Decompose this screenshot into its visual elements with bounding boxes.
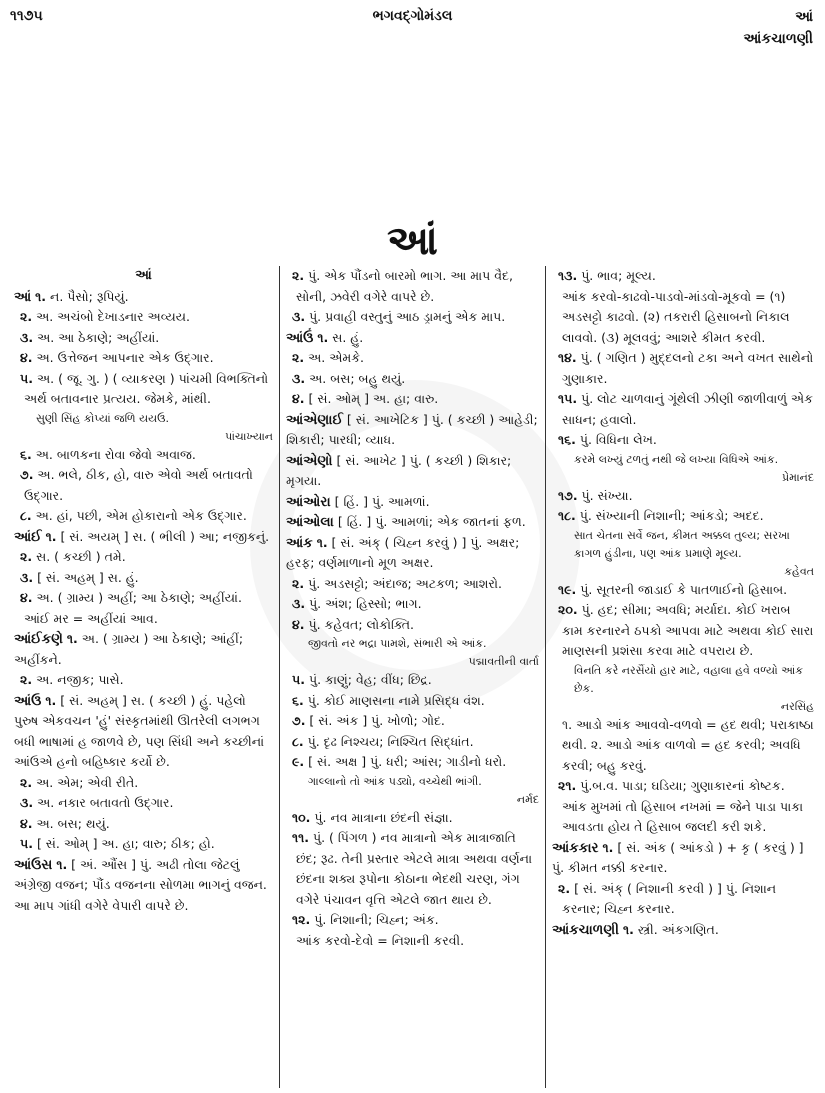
sense-text: પું. ( ગણિત ) મુદ્દલનો ટકા અને વખત સાથેનો ગુણાકાર.: [562, 350, 814, 386]
sense-number: ૧૯.: [558, 581, 577, 597]
entry-sense: [286, 711, 539, 732]
sense-text: [ સં. અંક ] પું. ખોળો; ગોદ.: [309, 713, 445, 728]
sense-number: ૩.: [20, 795, 34, 810]
dictionary-entry: [286, 492, 539, 513]
sense-number: ૬.: [292, 692, 304, 708]
headword: આં: [14, 288, 32, 305]
sense-text: અ. ( ગ્રામ્ય ) અહીં; આ ઠેકાણે; અહીંયાં.: [36, 590, 242, 605]
dictionary-entry: [286, 451, 539, 492]
headword: આંઈ: [14, 528, 42, 545]
headword: આંકકાર: [552, 839, 599, 856]
sense-number: ૪.: [20, 350, 33, 365]
column-3: [546, 266, 820, 1088]
sense-text: પું. સૂતરની જાડાઈ કે પાતળાઈનો હિસાબ.: [580, 581, 788, 597]
dictionary-columns: [8, 266, 820, 1088]
sense-text: સ્ત્રી. અંકગણિત.: [637, 921, 719, 937]
sense-number: ૧૬.: [558, 432, 576, 447]
dictionary-entry: [286, 266, 539, 328]
dictionary-entry: [286, 533, 539, 952]
sense-number: ૩.: [292, 370, 306, 386]
quotation: ગાલ્લાનો તો આંક પડ્યો, વચ્ચેથી ભાંગી.: [308, 774, 482, 788]
sense-number: ૧.: [35, 288, 47, 304]
usage-note: આંક કરવો-દેવો = નિશાની કરવી.: [296, 932, 465, 948]
sense-number: ૧.: [317, 329, 329, 345]
entry-sense: [552, 486, 814, 507]
sense-text: પું. અંશ; હિસ્સો; ભાગ.: [309, 596, 422, 611]
entry-sense: [286, 307, 539, 328]
entry-sense: [286, 615, 539, 636]
sense-number: ૩.: [20, 329, 34, 345]
entry-sense: [286, 808, 539, 829]
sense-text: [ હિં. ] પું. આમળાં; એક જાતનાં ફળ.: [337, 514, 526, 529]
sense-number: ૨.: [20, 774, 33, 790]
usage-note: ૧. આડો આંક આવવો-વળવો = હદ થવી; પરાકાષ્ઠા થવી. ૨. આડો આંક વાળવો = હદ કરવી; અવધિ કરવી; બહુ કરવું.: [562, 716, 814, 773]
dictionary-entry: [286, 410, 539, 451]
sense-text: પું. કોઈ માણસના નામે પ્રસિદ્ધ વંશ.: [307, 692, 485, 708]
sense-text: પું. ભાવ; મૂલ્ય.: [581, 268, 656, 283]
dictionary-entry: [286, 512, 539, 533]
running-title: ભગવદ્ગોમંડલ: [372, 8, 453, 24]
sense-number: ૭.: [20, 467, 34, 482]
sense-text: [ સં. અહમ્ ] સ. હું.: [37, 569, 139, 585]
guide-word-bottom: આંકચાળણી: [743, 31, 813, 47]
headword: આંક: [286, 534, 313, 551]
entry-sense: [14, 691, 273, 773]
sense-number: ૯.: [292, 754, 305, 769]
headword: આંએણાઈ: [286, 411, 343, 428]
sense-number: ૧૦.: [292, 809, 311, 825]
sense-number: ૨.: [292, 268, 305, 283]
sense-number: ૨.: [292, 575, 305, 591]
entry-sense: [14, 328, 273, 349]
sense-text: સ. હું.: [332, 329, 364, 345]
headword: આંએણો: [286, 452, 333, 469]
sense-number: ૫.: [292, 672, 305, 687]
entry-sense: [286, 348, 539, 369]
sense-number: ૧.: [602, 839, 614, 855]
sense-text: અ. બાળકના રોવા જેવો અવાજ.: [35, 446, 196, 462]
entry-sense: [14, 547, 273, 568]
sense-number: ૨.: [20, 309, 33, 324]
usage-note: આંઈ મર = અહીંયાં આવ.: [24, 610, 158, 626]
sense-text: સ. ( કચ્છી ) તમે.: [36, 549, 126, 564]
column-2: [280, 266, 546, 1088]
dictionary-entry: [14, 287, 273, 527]
sense-number: ૧.: [45, 692, 57, 708]
entries: [552, 266, 814, 940]
sense-number: ૫.: [20, 370, 33, 386]
sense-number: ૧૪.: [558, 350, 577, 365]
sense-text: [ સં. અંક્ ( ચિહ્ન કરવું ) ] પું. અક્ષર; હરફ; વર્ણમાળાનો મૂળ અક્ષર.: [286, 534, 520, 570]
sense-number: ૧૫.: [558, 391, 578, 406]
sense-number: ૨૦.: [558, 602, 578, 617]
entry-sense: [552, 920, 814, 941]
sense-text: અ. નકાર બતાવતો ઉદ્ગાર.: [37, 795, 174, 810]
dictionary-entry: [286, 328, 539, 410]
sense-text: પું. ( પિંગળ ) નવ માત્રાનો એક માત્રાજાતિ છંદ; રૂઢ. તેની પ્રસ્તાર એટલે માત્રા અથવા વર્ણના છંદના શક્ય રૂપોના કોઠાના ભેદથી ચરણ, ગંગ વગેરે પંચાવન વૃત્તિ એટલે જાત થાય છે.: [296, 830, 533, 907]
page-header: [0, 0, 825, 60]
dictionary-entry: [14, 855, 273, 917]
entry-sense: [552, 430, 814, 451]
dictionary-entry: [14, 527, 273, 630]
sense-number: ૨.: [20, 549, 33, 564]
sense-text: અ. બસ; થયું.: [36, 815, 110, 831]
sense-text: અ. હાં, પછી, એમ હોકારાનો એક ઉદ્ગાર.: [35, 508, 247, 523]
sense-number: ૧.: [66, 631, 78, 646]
quotation: કરમે લખ્યું ટળતું નથી જે લખ્યા વિધિએ આંક.: [574, 452, 779, 466]
quotation: જીવતો નર ભદ્રા પામશે, સંભારી એ આંક.: [308, 637, 487, 650]
dictionary-entry: [552, 920, 814, 941]
sense-number: ૮.: [20, 508, 32, 523]
sense-text: પું. કહેવત; લોકોક્તિ.: [308, 616, 415, 632]
guide-word-top: આં: [795, 9, 813, 25]
entry-sense: [14, 287, 273, 308]
sense-text: પું. દૃઢ નિશ્ચય; નિશ્ચિત સિદ્ધાંત.: [307, 733, 474, 749]
entry-sense: [552, 506, 814, 527]
entry-sense: [286, 910, 539, 931]
sense-text: [ અં. ઔંસ ] પું. અઢી તોલા જેટલું અંગ્રેજી વજન; પૌંડ વજનના સોળમા ભાગનું વજન. આ માપ ગાંધી વગેરે વેપારી વાપરે છે.: [14, 856, 267, 913]
sense-number: ૫.: [20, 836, 33, 851]
quotation-source: નર્મદ: [516, 792, 539, 806]
dictionary-entry: [14, 629, 273, 691]
entry-sense: [286, 512, 539, 533]
sense-text: [ સં. અયમ્ ] સ. ( ભીલી ) આ; નજીકનું.: [60, 528, 270, 544]
entry-sense: [286, 328, 539, 349]
entry-sense: [14, 588, 273, 609]
sense-text: પું. સંખ્યાની નિશાની; આંકડો; અદદ.: [579, 508, 764, 523]
sense-number: ૧૧.: [292, 830, 309, 845]
section-heading: આં: [387, 218, 438, 264]
sense-number: ૩.: [292, 596, 306, 611]
headword: આંઈકણે: [14, 631, 63, 647]
sense-number: ૨.: [558, 880, 571, 896]
entry-sense: [286, 410, 539, 451]
sense-number: ૬.: [20, 446, 32, 462]
sense-number: ૪.: [20, 815, 33, 831]
quotation-source: નરસિંહ: [780, 699, 814, 713]
sense-number: ૪.: [20, 590, 33, 605]
sense-text: પું. નિશાની; ચિહ્ન; અંક.: [314, 912, 439, 927]
sense-text: પું. કાણું; વેહ; વીંધ; છિદ્ર.: [308, 672, 432, 687]
entry-sense: [552, 389, 814, 430]
entry-sense: [286, 691, 539, 712]
entry-sense: [286, 533, 539, 574]
dictionary-entry: [552, 838, 814, 920]
entry-sense: [14, 855, 273, 917]
sense-text: [ સં. આખેટિક ] પું. ( કચ્છી ) આહેડી; શિકારી; પારધી; વ્યાધ.: [286, 411, 538, 447]
entry-sense: [286, 369, 539, 390]
sense-text: અ. બસ; બહુ થયું.: [309, 370, 406, 386]
usage-note: આંક મુખમાં તો હિસાબ નખમાં = જેને પાડા પાકા આવડતા હોય તે હિસાબ જલદી કરી શકે.: [562, 798, 804, 834]
entry-sense: [14, 793, 273, 814]
entry-sense: [286, 670, 539, 691]
usage-note: આંક કરવો-કાઢવો-પાડવો-માંડવો-મૂકવો = (૧) અડસટ્ટો કાઢવો. (૨) તકરારી હિસાબનો નિકાલ લાવવો. (૩) મૂલવવું; આશરે કીમત કરવી.: [562, 288, 790, 345]
sense-text: [ સં. ઓમ્ ] અ. હા; વારુ.: [308, 391, 439, 406]
sense-text: અ. ( ગ્રામ્ય ) આ ઠેકાણે; આંહીં; અહીંકને.: [14, 631, 244, 667]
sense-text: [ સં. અક્ષ ] પું. ધરી; આંસ; ગાડીનો ધરો.: [308, 754, 507, 769]
entry-sense: [286, 266, 539, 307]
entry-sense: [14, 814, 273, 835]
sense-text: પું. વિધિના લેખ.: [579, 432, 657, 447]
quotation: સુણી સિંહ કોપ્યાં જળિ યયઉ.: [36, 411, 169, 425]
sense-number: ૪.: [292, 616, 305, 632]
entry-sense: [14, 465, 273, 506]
quotation: સાત ચેતના સર્વે જન, કીમત અક્કલ તુલ્ય; સરખા કાગળ હુંડીના, પણ આંક પ્રમાણે મૂલ્ય.: [574, 528, 790, 560]
entry-sense: [14, 834, 273, 855]
sense-text: [ સં. આખેટ ] પું. ( કચ્છી ) શિકાર; મૃગયા.: [286, 452, 512, 488]
sense-text: અ. ( જૂ. ગુ. ) ( વ્યાકરણ ) પાંચમી વિભક્તિનો અર્થ બતાવનાર પ્રત્યય. જેમકે, માંથી.: [24, 370, 269, 406]
entry-sense: [552, 600, 814, 662]
headword: આંકચાળણી: [552, 921, 619, 938]
guide-words: [744, 6, 813, 50]
sense-number: ૮.: [292, 733, 304, 749]
quotation-source: પ્રેમાનંદ: [782, 470, 814, 484]
sense-number: ૧.: [56, 856, 68, 872]
headword: આંઉસ: [14, 856, 53, 873]
entry-sense: [286, 828, 539, 910]
sense-text: પું. સંખ્યા.: [581, 487, 633, 503]
sense-text: પું. લોટ ચાળવાનું ગૂંથેલી ઝીણી જાળીવાળું એક સાધન; હવાલો.: [562, 391, 813, 427]
entry-sense: [552, 838, 814, 879]
entry-sense: [14, 369, 273, 410]
sense-number: ૭.: [292, 713, 306, 728]
sense-text: પું.બ.વ. પાડા; ઘડિયા; ગુણાકારનાં કોષ્ટક.: [580, 778, 785, 793]
headword: આંઓરા: [286, 493, 331, 510]
sense-number: ૩.: [292, 309, 306, 324]
sense-text: ન. પૈસો; રૂપિયું.: [50, 288, 129, 304]
sense-number: ૧.: [45, 528, 57, 544]
sense-number: ૧૩.: [558, 268, 578, 283]
entry-sense: [14, 307, 273, 328]
sense-text: [ સં. ઓમ્ ] અ. હા; વારુ; ઠીક; હો.: [36, 836, 215, 851]
entry-sense: [14, 629, 273, 670]
entry-sense: [14, 348, 273, 369]
column-1: [8, 266, 280, 1088]
column-subheading: આં: [135, 268, 152, 283]
entry-sense: [14, 506, 273, 527]
quotation-source: પદ્માવતીની વાર્તા: [468, 655, 539, 668]
sense-number: ૪.: [292, 391, 305, 406]
sense-text: પું. પ્રવાહી વસ્તુનું આઠ ડ્રામનું એક માપ.: [309, 309, 506, 324]
entry-sense: [14, 670, 273, 691]
sense-text: [ હિં. ] પું. આમળાં.: [334, 493, 430, 509]
entry-sense: [286, 594, 539, 615]
entries: [286, 266, 539, 951]
sense-text: અ. ઉત્તેજન આપનાર એક ઉદ્ગાર.: [36, 350, 214, 365]
entry-sense: [552, 776, 814, 797]
entry-sense: [286, 752, 539, 773]
entry-sense: [14, 568, 273, 589]
entry-sense: [552, 580, 814, 601]
sense-text: પું. હદ; સીમા; અવધિ; મર્યાદા. કોઈ ખરાબ કામ કરનારને ઠપકો આપવા માટે અથવા કોઈ સારા માણસની પ્રશંસા કરવા માટે વપરાય છે.: [562, 602, 814, 658]
dictionary-entry: [14, 691, 273, 855]
sense-number: ૧૮.: [558, 508, 576, 523]
entry-sense: [552, 348, 814, 389]
sense-text: અ. નજીક; પાસે.: [36, 672, 124, 687]
sense-text: [ સં. અહમ્ ] સ. ( કચ્છી ) હું. પહેલો પુરુષ એકવચન 'હું' સંસ્કૃતમાંથી ઊતરેલી લગભગ બધી ભાષામાં હ જાળવે છે, પણ સિંધી અને કચ્છીનાં આંઉએ હનો બહિષ્કાર કર્યો છે.: [14, 692, 265, 769]
headword: આંઉ: [14, 692, 42, 709]
entry-sense: [14, 773, 273, 794]
dictionary-entry: [552, 266, 814, 838]
sense-text: પું. નવ માત્રાના છંદની સંજ્ઞા.: [314, 809, 453, 825]
sense-number: ૧૭.: [558, 487, 578, 503]
entry-sense: [286, 492, 539, 513]
entries: [14, 287, 273, 917]
sense-text: અ. અચંબો દેખાડનાર અવ્યય.: [36, 309, 190, 324]
sense-number: ૧.: [622, 921, 634, 937]
sense-number: ૨.: [292, 350, 305, 365]
entry-sense: [14, 527, 273, 548]
quotation-source: કહેવત: [784, 564, 814, 578]
entry-sense: [552, 879, 814, 920]
quotation-source: પાંચાખ્યાન: [225, 429, 273, 443]
sense-text: [ સં. અંક્ ( નિશાની કરવી ) ] પું. નિશાન કરનાર; ચિહ્ન કરનાર.: [562, 880, 777, 916]
entry-sense: [286, 389, 539, 410]
sense-number: ૨૧.: [558, 778, 577, 793]
headword: આંઉં: [286, 329, 314, 346]
sense-text: [ સં. અંક ( આંકડો ) + કૃ ( કરવું ) ] પું. કીમત નક્કી કરનાર.: [552, 839, 804, 875]
sense-number: ૩.: [20, 569, 34, 585]
quotation: વિનતિ કરે નરસૈંયો હાર માટે, વહાલા હવે વળ્યો આંક છેક.: [574, 663, 804, 695]
headword: આંઓલા: [286, 514, 334, 530]
entry-sense: [286, 732, 539, 753]
entry-sense: [552, 266, 814, 287]
entry-sense: [14, 445, 273, 466]
sense-text: અ. આ ઠેકાણે; અહીંયાં.: [37, 329, 160, 345]
entry-sense: [286, 451, 539, 492]
sense-number: ૧૨.: [292, 912, 311, 927]
page-number: ૧૧૭૫: [10, 8, 43, 24]
sense-number: ૨.: [20, 672, 33, 687]
sense-text: પું. એક પૌંડનો બારમો ભાગ. આ માપ વૈદ, સોની, ઝવેરી વગેરે વાપરે છે.: [296, 268, 513, 304]
sense-text: અ. એમકે.: [308, 350, 365, 365]
sense-text: પું. અડસટ્ટો; અંદાજ; અટકળ; આશરો.: [308, 575, 502, 591]
entry-sense: [286, 574, 539, 595]
sense-number: ૧.: [316, 534, 328, 550]
sense-text: અ. એમ; એવી રીતે.: [36, 774, 139, 790]
sense-text: અ. ભલે, ઠીક, હો, વારુ એવો અર્થ બતાવતો ઉદ્ગાર.: [24, 467, 253, 503]
